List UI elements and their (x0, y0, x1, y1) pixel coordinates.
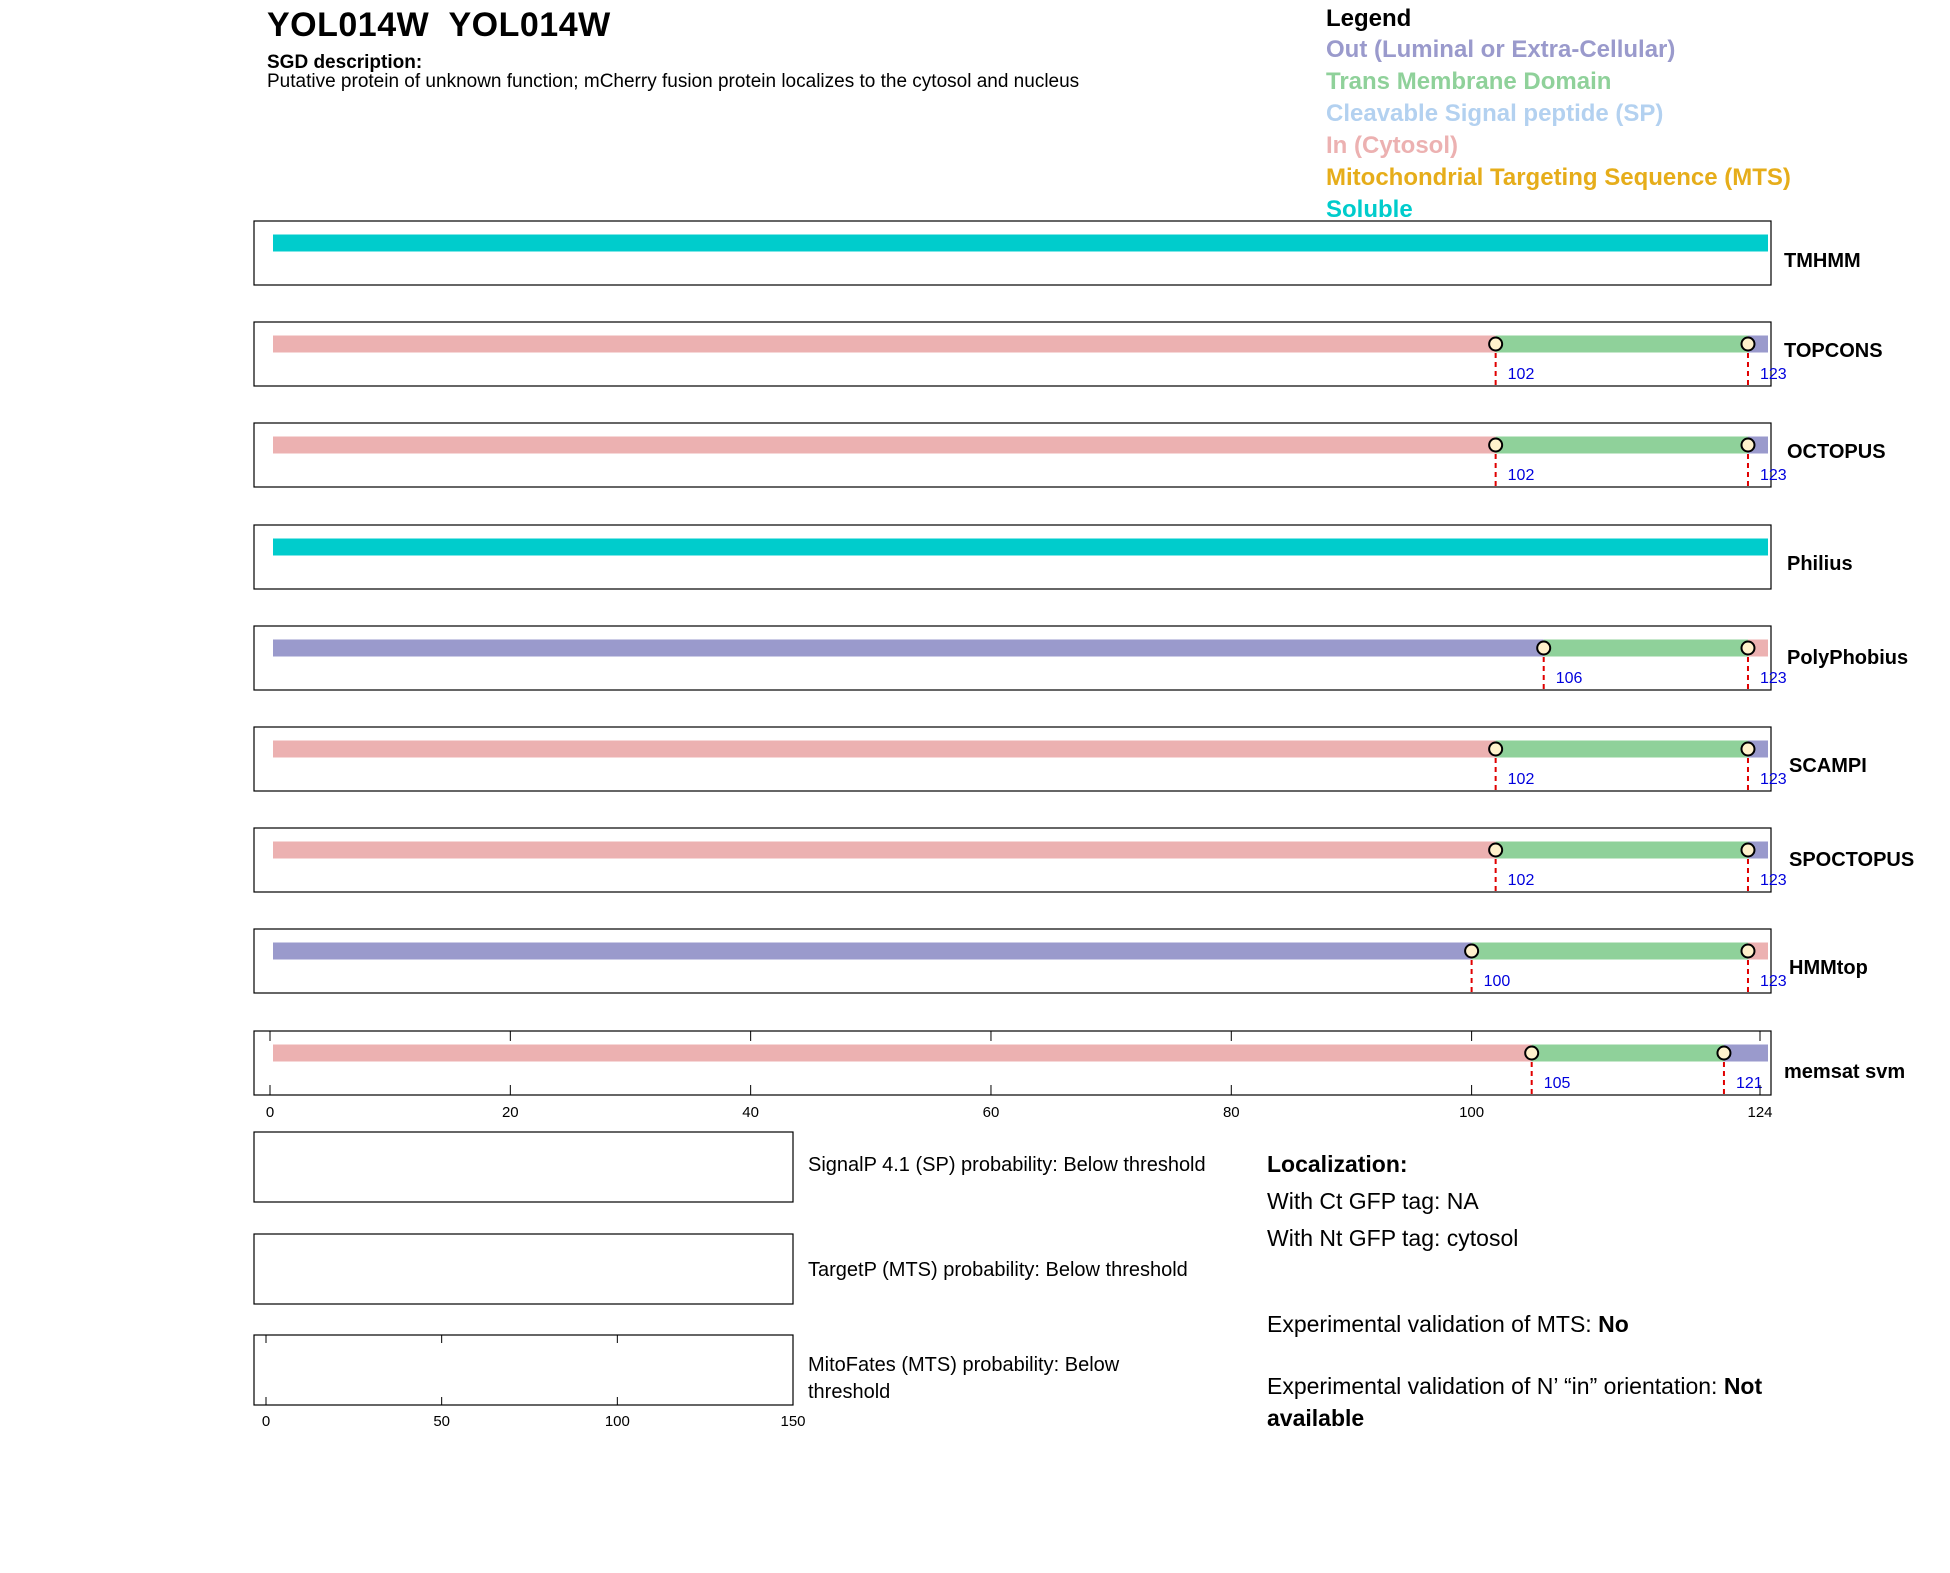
track-label-scampi: SCAMPI (1789, 755, 1867, 777)
marker-label-octopus-1: 123 (1759, 467, 1787, 484)
sgd-description-text: Putative protein of unknown function; mCherry fusion protein localizes to the cytosol and nucleus (267, 71, 1080, 92)
localization-nt: With Nt GFP tag: cytosol (1267, 1225, 1519, 1251)
marker-label-hmmtop-1: 123 (1759, 973, 1787, 990)
prob-frame-mitofates (254, 1335, 793, 1405)
validation-mts-value: No (1598, 1311, 1629, 1337)
legend-item-soluble: Soluble (1326, 196, 1413, 223)
localization-heading: Localization: (1267, 1151, 1408, 1177)
marker-label-memsat-svm-0: 105 (1543, 1075, 1571, 1092)
validation-nin-label: Experimental validation of N’ “in” orientation: (1267, 1373, 1724, 1399)
x-tick-label-1: 20 (501, 1104, 519, 1121)
validation-mts (1267, 1311, 1629, 1338)
x-tick-label-6: 124 (1747, 1104, 1773, 1121)
prob-tick-label-3: 150 (780, 1413, 806, 1430)
mitofates-label-line2: threshold (808, 1381, 891, 1403)
x-tick-label-2: 40 (742, 1104, 759, 1121)
marker-label-polyphobius-1: 123 (1759, 670, 1787, 687)
sgd-description-label: SGD description: (267, 52, 423, 73)
marker-label-memsat-svm-1: 121 (1735, 1075, 1763, 1092)
marker-label-spoctopus-1: 123 (1759, 872, 1787, 889)
track-label-memsat-svm: memsat svm (1784, 1061, 1906, 1083)
validation-nin-value: Not available (1267, 1373, 1763, 1431)
prob-tick-label-0: 0 (261, 1413, 271, 1430)
marker-label-scampi-0: 102 (1507, 771, 1535, 788)
track-label-octopus: OCTOPUS (1787, 441, 1886, 463)
legend-item-tm: Trans Membrane Domain (1326, 68, 1612, 95)
prob-frame-targetp (254, 1234, 793, 1304)
marker-label-topcons-1: 123 (1759, 366, 1787, 383)
x-tick-label-3: 60 (982, 1104, 1000, 1121)
validation-mts-label: Experimental validation of MTS: (1267, 1311, 1599, 1337)
marker-label-polyphobius-0: 106 (1555, 670, 1583, 687)
x-tick-label-0: 0 (265, 1104, 275, 1121)
marker-label-hmmtop-0: 100 (1483, 973, 1511, 990)
legend-title: Legend (1326, 5, 1412, 32)
legend-item-in: In (Cytosol) (1326, 132, 1458, 159)
localization-ct: With Ct GFP tag: NA (1267, 1188, 1479, 1214)
signalp-label: SignalP 4.1 (SP) probability: Below threshold (808, 1154, 1206, 1176)
mitofates-label-line1: MitoFates (MTS) probability: Below (808, 1354, 1120, 1376)
legend-item-sp: Cleavable Signal peptide (SP) (1326, 100, 1664, 127)
x-tick-label-4: 80 (1222, 1104, 1240, 1121)
page-title: YOL014W YOL014W (267, 6, 611, 44)
legend-item-out: Out (Luminal or Extra-Cellular) (1326, 36, 1676, 63)
track-label-topcons: TOPCONS (1784, 340, 1883, 362)
track-label-philius: Philius (1787, 553, 1853, 575)
legend-item-mts: Mitochondrial Targeting Sequence (MTS) (1326, 164, 1791, 191)
prob-frame-signalp (254, 1132, 793, 1202)
marker-label-scampi-1: 123 (1759, 771, 1787, 788)
validation-nin (1267, 1370, 1827, 1434)
x-tick-label-5: 100 (1459, 1104, 1485, 1121)
marker-label-spoctopus-0: 102 (1507, 872, 1535, 889)
track-label-tmhmm: TMHMM (1784, 250, 1861, 272)
marker-label-topcons-0: 102 (1507, 366, 1535, 383)
track-label-hmmtop: HMMtop (1789, 957, 1868, 979)
marker-label-octopus-0: 102 (1507, 467, 1535, 484)
prob-tick-label-1: 50 (433, 1413, 451, 1430)
track-label-polyphobius: PolyPhobius (1787, 647, 1909, 669)
prob-tick-label-2: 100 (604, 1413, 630, 1430)
track-label-spoctopus: SPOCTOPUS (1789, 849, 1915, 871)
targetp-label: TargetP (MTS) probability: Below threshold (808, 1259, 1188, 1281)
